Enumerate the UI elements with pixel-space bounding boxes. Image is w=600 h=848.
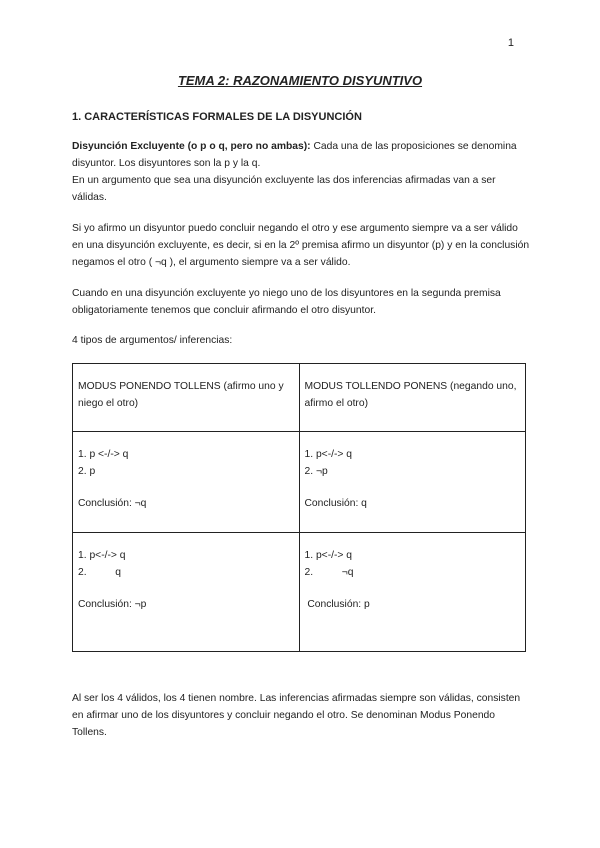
table-cell: [299, 532, 526, 651]
conclusion: Conclusión: ¬q: [78, 498, 147, 510]
premise-1: 1. p<-/-> q: [304, 449, 353, 461]
premise-1: 1. p <-/-> q: [78, 449, 129, 461]
premise-2: 2. ¬q: [304, 566, 354, 578]
premise-2: 2. ¬p: [304, 466, 328, 478]
page-title: TEMA 2: RAZONAMIENTO DISYUNTIVO: [177, 73, 423, 88]
table-cell: [299, 432, 526, 532]
table-row: [73, 432, 526, 532]
paragraph-valid-inferences: En un argumento que sea una disyunción excluyente las dos inferencias afirmadas van a ser válidas.: [72, 175, 496, 203]
premise-2: 2. q: [78, 566, 121, 578]
premise-2: 2. p: [78, 466, 96, 478]
paragraph-affirm-disjunct: Si yo afirmo un disyuntor puedo concluir negando el otro y ese argumento siempre va a ser válido en una disyunción excluyente, es decir, si en la 2º premisa afirmo un disyuntor (p) y en la conclusión negamos el otro ( ¬q ), el argumento siempre va a ser válido.: [72, 223, 530, 268]
conclusion: Conclusión: ¬p: [78, 598, 147, 610]
page-number: 1: [507, 37, 514, 49]
conclusion: Conclusión: p: [304, 598, 370, 610]
premise-1: 1. p<-/-> q: [304, 549, 353, 561]
section-heading: 1. CARACTERÍSTICAS FORMALES DE LA DISYUNCIÓN: [72, 111, 362, 123]
table-cell: [73, 432, 300, 532]
paragraph-summary: Al ser los 4 válidos, los 4 tienen nombre. Las inferencias afirmadas siempre son válidas, consisten en afirmar uno de los disyuntores y concluir negando el otro. Se denominan Modus Ponendo Tollens.: [72, 693, 521, 738]
definition-term: Disyunción Excluyente (o p o q, pero no ambas):: [72, 141, 311, 152]
table-row: [73, 364, 526, 432]
table-row: [73, 532, 526, 651]
paragraph-deny-disjunct: Cuando en una disyunción excluyente yo niego uno de los disyuntores en la segunda premisa obligatoriamente tenemos que concluir afirmando el otro disyuntor.: [72, 288, 501, 316]
definition-text: Cada una de las proposiciones se denomina disyuntor. Los disyuntores son la p y la q.: [72, 141, 517, 169]
paragraph-argument-types: 4 tipos de argumentos/ inferencias:: [72, 335, 233, 346]
conclusion: Conclusión: q: [304, 498, 367, 510]
paragraph-definition: [72, 138, 532, 172]
table-cell: [73, 532, 300, 651]
premise-1: 1. p<-/-> q: [78, 549, 126, 561]
table-header-cell: MODUS PONENDO TOLLENS (afirmo uno y niego el otro): [73, 364, 300, 432]
table-header-cell: MODUS TOLLENDO PONENS (negando uno, afirmo el otro): [299, 364, 526, 432]
inference-table: [72, 363, 526, 652]
